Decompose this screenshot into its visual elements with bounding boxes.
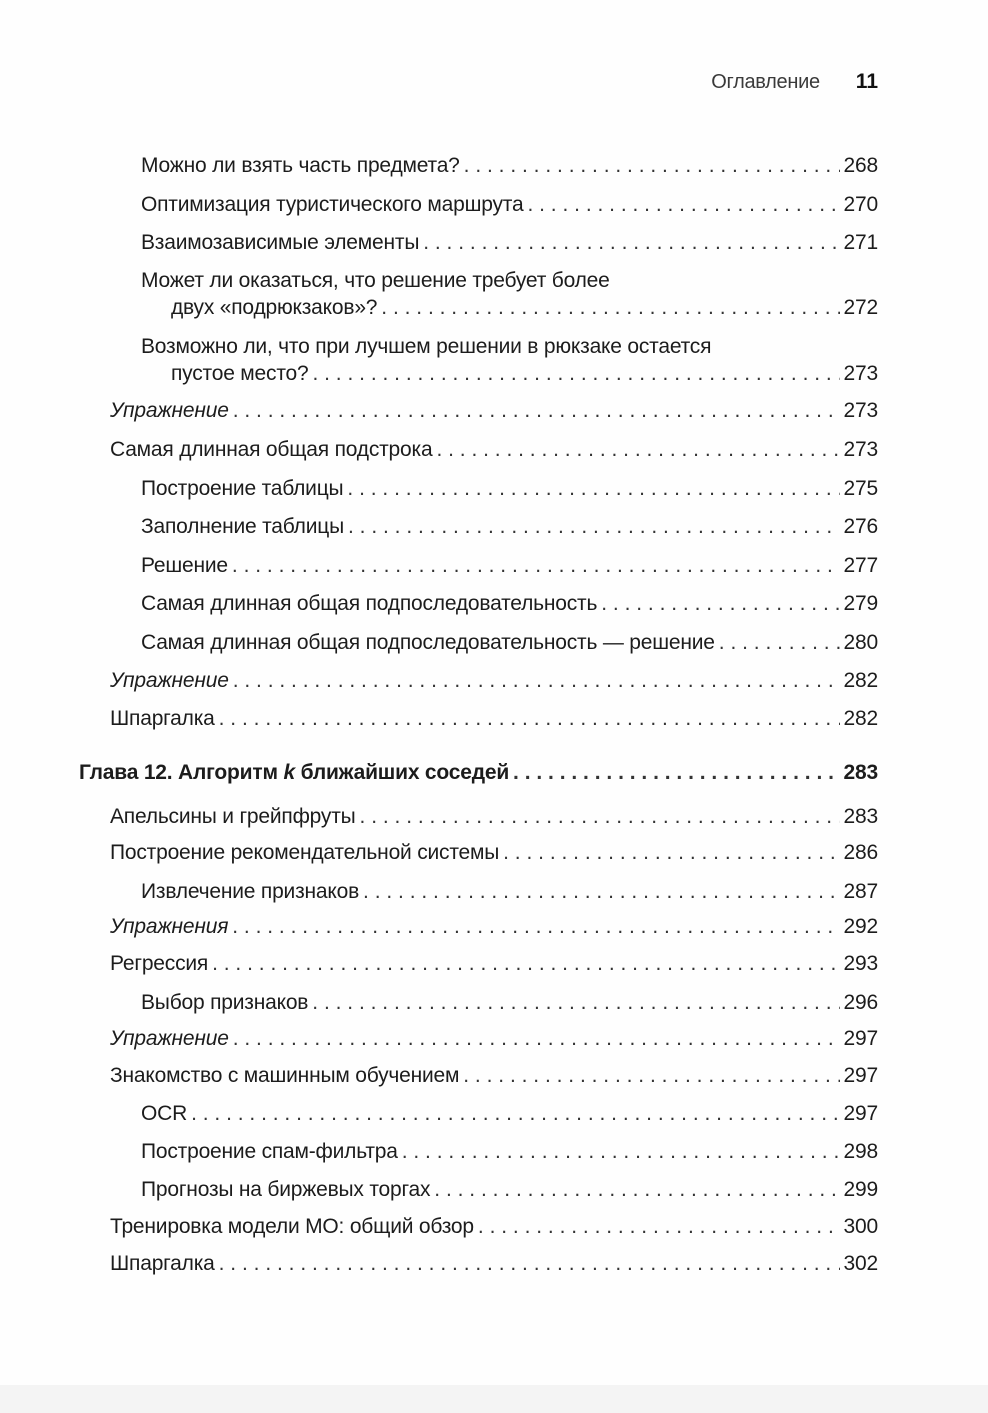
dot-leader (233, 1025, 840, 1052)
toc-entry-title: Самая длинная общая подпоследовательность (141, 592, 598, 615)
toc-entry (141, 513, 878, 540)
toc-entry-page: 302 (843, 1252, 878, 1275)
toc-entry (110, 913, 878, 940)
toc-entry-page: 268 (843, 154, 878, 177)
dot-leader (464, 152, 840, 179)
toc-entry (141, 191, 878, 218)
toc-entry-title: Упражнение (110, 399, 229, 422)
toc-entry (141, 878, 878, 905)
dot-leader (219, 705, 840, 732)
toc-entry-title: Построение рекомендательной системы (110, 841, 500, 864)
toc-entry (141, 229, 878, 256)
toc-entry-title: Решение (141, 554, 228, 577)
dot-leader (219, 1250, 840, 1277)
toc-entry-page: 270 (843, 193, 878, 216)
toc-entry (110, 1213, 878, 1240)
toc-entry (141, 552, 878, 579)
toc-entry-page: 271 (843, 231, 878, 254)
chapter-title-prefix: Глава 12. Алгоритм (79, 761, 284, 784)
toc-entry (141, 590, 878, 617)
toc-entry-page: 283 (843, 805, 878, 828)
toc-entry (141, 152, 878, 179)
toc-entry-page: 292 (843, 915, 878, 938)
toc-entry (141, 267, 878, 321)
toc-entry-title: OCR (141, 1102, 188, 1125)
running-head (711, 70, 878, 94)
dot-leader (434, 1176, 839, 1203)
chapter-title-k: k (283, 761, 295, 784)
toc-entry-page: 293 (843, 952, 878, 975)
dot-leader (503, 839, 839, 866)
dot-leader (363, 878, 840, 905)
toc-entry (110, 1062, 878, 1089)
toc-entry-title: Знакомство с машинным обучением (110, 1064, 460, 1087)
toc-entry-page: 272 (843, 296, 878, 319)
toc-entry-page: 275 (843, 477, 878, 500)
toc-entry-page: 298 (843, 1140, 878, 1163)
dot-leader (527, 191, 839, 218)
toc-entry-title: Можно ли взять часть предмета? (141, 154, 460, 177)
dot-leader (312, 989, 839, 1016)
toc-entry-page: 300 (843, 1215, 878, 1238)
toc-entry-title: Шпаргалка (110, 1252, 215, 1275)
dot-leader (360, 803, 840, 830)
dot-leader (423, 229, 839, 256)
toc-entry (110, 950, 878, 977)
toc-entry (110, 667, 878, 694)
toc-entry-title: Извлечение признаков (141, 880, 360, 903)
toc-entry-page: 273 (843, 362, 878, 385)
toc-entry (141, 333, 878, 387)
toc-entry-title-line1: Возможно ли, что при лучшем решении в рюкзаке остается (141, 335, 712, 358)
toc-entry-title-line2: пустое место? (171, 362, 309, 385)
toc-entry-page: 282 (843, 707, 878, 730)
dot-leader (347, 475, 839, 502)
toc-entry-title: Упражнение (110, 1027, 229, 1050)
toc-entry-title: Построение спам-фильтра (141, 1140, 398, 1163)
dot-leader (601, 590, 839, 617)
toc-entry-title: Оптимизация туристического маршрута (141, 193, 524, 216)
dot-leader (232, 552, 840, 579)
toc-entry-title: Тренировка модели МО: общий обзор (110, 1215, 474, 1238)
toc-chapter-entry (79, 759, 878, 786)
toc-entry (110, 803, 878, 830)
toc-entry-title: Регрессия (110, 952, 209, 975)
toc-entry (110, 436, 878, 463)
toc-entry-title: Шпаргалка (110, 707, 215, 730)
toc-entry-page: 273 (843, 438, 878, 461)
dot-leader (402, 1138, 840, 1165)
toc-entry-page: 276 (843, 515, 878, 538)
toc-entry (141, 629, 878, 656)
toc-entry (110, 1250, 878, 1277)
toc-entry (110, 705, 878, 732)
toc-entry-page: 287 (843, 880, 878, 903)
toc-entry (141, 475, 878, 502)
toc-entry (110, 397, 878, 424)
dot-leader (436, 436, 839, 463)
toc-entry-title: Упражнение (110, 669, 229, 692)
dot-leader (348, 513, 840, 540)
toc-entry-title: Взаимозависимые элементы (141, 231, 420, 254)
toc-entry-page: 297 (843, 1102, 878, 1125)
running-head-page-number: 11 (855, 70, 878, 93)
toc-entry-title: Заполнение таблицы (141, 515, 344, 538)
dot-leader (232, 913, 839, 940)
toc-entry-page: 282 (843, 669, 878, 692)
dot-leader (381, 294, 839, 321)
toc-entry-title: Самая длинная общая подстрока (110, 438, 433, 461)
toc-entry-title: Самая длинная общая подпоследовательность — решение (141, 631, 715, 654)
toc-entry (141, 989, 878, 1016)
toc-entry (141, 1176, 878, 1203)
toc-entry-page: 280 (843, 631, 878, 654)
page-bottom-shade (0, 1385, 988, 1413)
toc-entry-page: 286 (843, 841, 878, 864)
toc-entry-title: Построение таблицы (141, 477, 344, 500)
toc-entry-page: 279 (843, 592, 878, 615)
toc-entry-title: Выбор признаков (141, 991, 309, 1014)
dot-leader (212, 950, 839, 977)
dot-leader (312, 360, 839, 387)
dot-leader (463, 1062, 839, 1089)
toc-chapter-title (79, 759, 509, 786)
toc-entry (110, 839, 878, 866)
toc-entry-title: Прогнозы на биржевых торгах (141, 1178, 431, 1201)
dot-leader (478, 1213, 840, 1240)
dot-leader (719, 629, 840, 656)
dot-leader (191, 1100, 839, 1127)
toc-entry-page: 297 (843, 1064, 878, 1087)
dot-leader (513, 759, 840, 786)
toc-entry-title: Апельсины и грейпфруты (110, 805, 356, 828)
toc-entry (141, 1100, 878, 1127)
toc-entry-page: 277 (843, 554, 878, 577)
toc-entry-page: 283 (843, 761, 878, 784)
toc-entry-page: 297 (843, 1027, 878, 1050)
toc-entry-page: 296 (843, 991, 878, 1014)
toc-entry (141, 1138, 878, 1165)
toc-entry-title-line2: двух «подрюкзаков»? (171, 296, 378, 319)
toc-entry-page: 299 (843, 1178, 878, 1201)
toc-entry-page: 273 (843, 399, 878, 422)
toc-entry-title-line1: Может ли оказаться, что решение требует более (141, 269, 610, 292)
toc-entry (110, 1025, 878, 1052)
dot-leader (233, 397, 840, 424)
toc-entry-title: Упражнения (110, 915, 229, 938)
running-head-section: Оглавление (711, 71, 820, 93)
chapter-title-suffix: ближайших соседей (294, 761, 510, 784)
dot-leader (233, 667, 840, 694)
